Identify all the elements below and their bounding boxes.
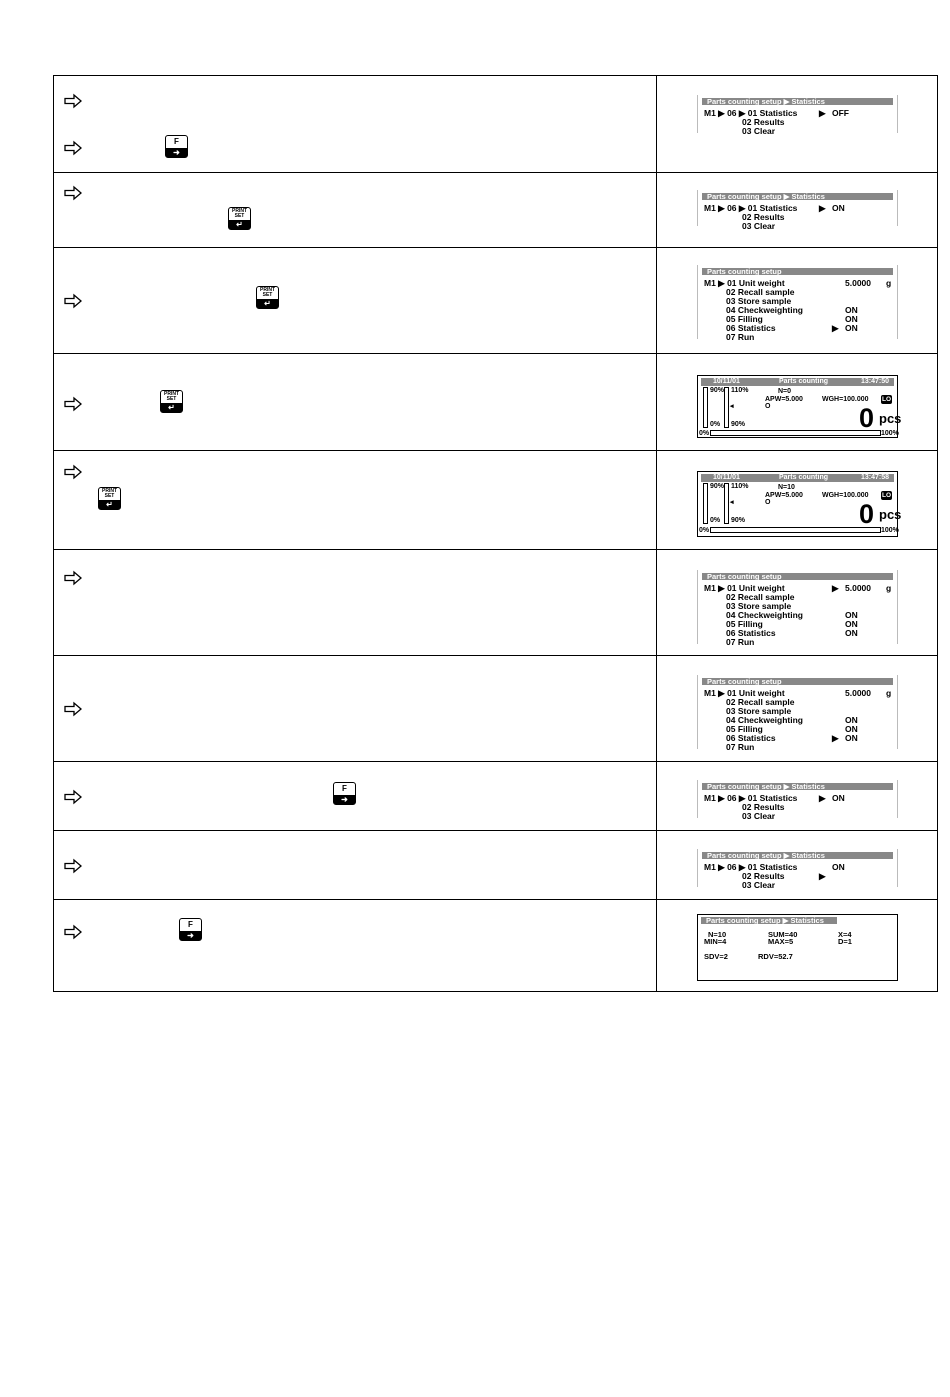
right-arrow-icon — [64, 141, 82, 155]
instruction-table — [53, 75, 938, 992]
table-row — [54, 354, 937, 451]
f-key-icon: F ➜ — [179, 918, 202, 941]
table-row — [54, 900, 937, 991]
right-arrow-icon — [64, 571, 82, 585]
table-row — [54, 550, 937, 656]
f-key-icon: F ➜ — [333, 782, 356, 805]
right-arrow-icon — [64, 186, 82, 200]
print-set-key-icon: PRINT SET ↵ — [256, 286, 279, 309]
table-row — [54, 831, 937, 900]
table-row — [54, 248, 937, 354]
display-work-screen: 10/11/01 Parts counting 13:47:50 90% 110% 0% 90% ◂ N=0 APW=5.000 O WGH=100.000 LO 0 pcs 0% 100% — [697, 375, 898, 438]
print-set-key-icon: PRINT SET ↵ — [228, 207, 251, 230]
right-arrow-icon — [64, 790, 82, 804]
display-statistics-results: Parts counting setup ▶ Statistics M1 ▶ 06 ▶ 01 Statistics ON 02 Results ▶ 03 Clear — [697, 849, 898, 887]
display-statistics-on: Parts counting setup ▶ Statistics M1 ▶ 06 ▶ 01 Statistics ▶ ON 02 Results 03 Clear — [697, 780, 898, 818]
right-arrow-icon — [64, 294, 82, 308]
display-setup-menu: Parts counting setup M1 ▶ 01 Unit weight ▶ 5.0000 g 02 Recall sample 03 Store sample 04 Checkweighting ON 05 Filling ON 06 Statistics ON 07 Run — [697, 570, 898, 644]
table-row — [54, 76, 937, 173]
right-arrow-icon — [64, 925, 82, 939]
right-arrow-icon — [64, 702, 82, 716]
lo-indicator: LO — [881, 492, 892, 499]
print-set-key-icon: PRINT SET ↵ — [160, 390, 183, 413]
right-arrow-icon — [64, 465, 82, 479]
print-set-key-icon: PRINT SET ↵ — [98, 487, 121, 510]
table-row — [54, 656, 937, 762]
f-key-icon: F ➜ — [165, 135, 188, 158]
display-setup-menu: Parts counting setup M1 ▶ 01 Unit weight 5.0000 g 02 Recall sample 03 Store sample 04 Checkweighting ON 05 Filling ON 06 Statistics ▶ ON 07 Run — [697, 265, 898, 339]
right-arrow-icon — [64, 94, 82, 108]
table-row — [54, 451, 937, 550]
display-setup-menu: Parts counting setup M1 ▶ 01 Unit weight 5.0000 g 02 Recall sample 03 Store sample 04 Checkweighting ON 05 Filling ON 06 Statistics ▶ ON 07 Run — [697, 675, 898, 749]
right-arrow-icon — [64, 859, 82, 873]
table-row — [54, 762, 937, 831]
display-statistics-off: Parts counting setup ▶ Statistics M1 ▶ 06 ▶ 01 Statistics ▶ OFF 02 Results 03 Clear — [697, 95, 898, 133]
lo-indicator: LO — [881, 396, 892, 403]
display-statistics-results-screen: Parts counting setup ▶ Statistics N=10 SUM=40 X=4 MIN=4 MAX=5 D=1 SDV=2 RDV=52.7 — [697, 914, 898, 981]
right-arrow-icon — [64, 397, 82, 411]
display-work-screen: 10/11/01 Parts counting 13:47:58 90% 110% 0% 90% ◂ N=10 APW=5.000 O WGH=100.000 LO 0 pcs 0% 100% — [697, 471, 898, 537]
display-statistics-on: Parts counting setup ▶ Statistics M1 ▶ 06 ▶ 01 Statistics ▶ ON 02 Results 03 Clear — [697, 190, 898, 226]
table-row — [54, 173, 937, 248]
